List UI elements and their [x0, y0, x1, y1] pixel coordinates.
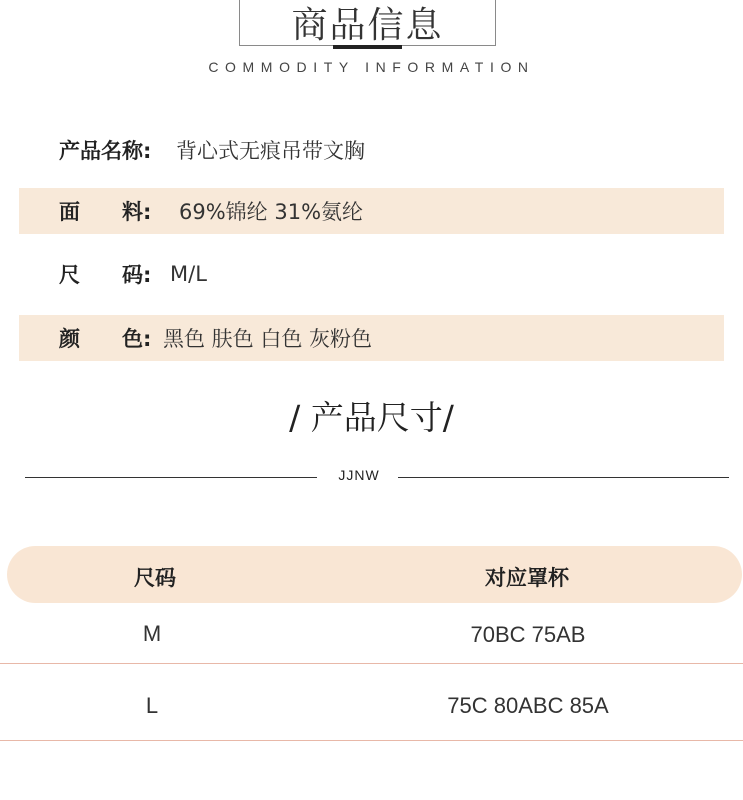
size-section-title: / 产品尺寸/ [289, 398, 454, 437]
title-box [239, 0, 496, 46]
info-value: 背心式无痕吊带文胸 [176, 139, 365, 163]
info-label: 产品名称: [59, 139, 152, 163]
info-value: M/L [170, 262, 207, 286]
info-row-material [19, 188, 724, 234]
info-value: 黑色 肤色 白色 灰粉色 [163, 327, 373, 351]
info-value: 69%锦纶 31%氨纶 [179, 200, 364, 224]
info-label: 尺 码: [59, 263, 152, 287]
info-label: 颜 色: [59, 327, 152, 351]
table-row: M 70BC 75AB [0, 603, 743, 664]
page-subtitle: COMMODITY INFORMATION [208, 59, 535, 75]
info-row-size [19, 251, 724, 297]
size-table-header: 尺码 对应罩杯 [7, 546, 742, 603]
info-label: 面 料: [59, 200, 152, 224]
table-row: L 75C 80ABC 85A [0, 664, 743, 741]
divider-right [398, 477, 729, 478]
divider-left [25, 477, 317, 478]
title-underline [333, 45, 402, 49]
page-title: 商品信息 [291, 4, 444, 46]
info-row-color [19, 315, 724, 361]
brand-logo: JJNW [338, 467, 380, 483]
info-row-name [19, 127, 724, 173]
